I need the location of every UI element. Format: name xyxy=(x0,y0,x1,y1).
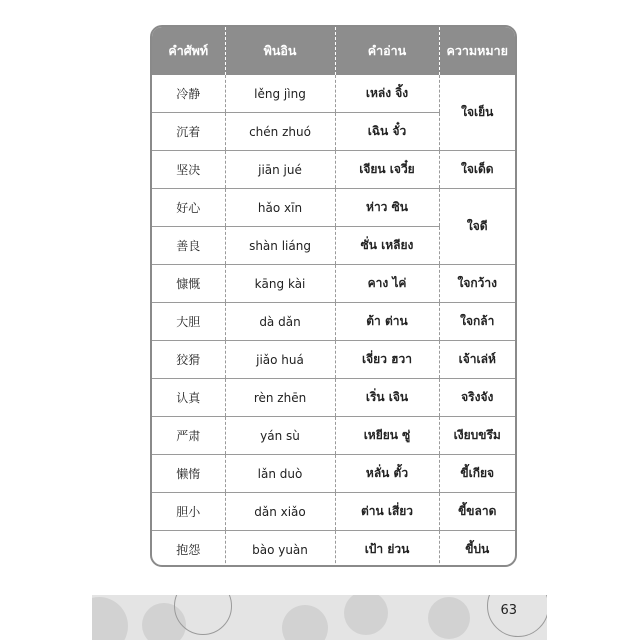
cell-word: 善良 xyxy=(152,227,225,265)
cell-pinyin: dǎn xiǎo xyxy=(225,493,335,531)
table-row xyxy=(152,303,515,341)
cell-meaning: ขี้บ่น xyxy=(439,531,515,568)
cell-meaning: เงียบขรึม xyxy=(439,417,515,455)
cell-word: 严肃 xyxy=(152,417,225,455)
vocabulary-table xyxy=(152,27,515,567)
cell-pinyin: bào yuàn xyxy=(225,531,335,568)
table-row xyxy=(152,189,515,227)
table-row xyxy=(152,455,515,493)
table-row xyxy=(152,75,515,113)
decorative-circle xyxy=(92,597,128,640)
cell-word: 冷静 xyxy=(176,87,201,101)
cell-word: 懒惰 xyxy=(152,455,225,493)
cell-word: 坚决 xyxy=(152,151,225,189)
cell-pinyin: shàn liáng xyxy=(225,227,335,265)
cell-meaning: ใจเด็ด xyxy=(439,151,515,189)
cell-meaning: ใจกว้าง xyxy=(439,265,515,303)
cell-reading: เริ่น เจิน xyxy=(335,379,439,417)
cell-reading: ห่าว ซิน xyxy=(335,189,439,227)
header-word: คำศัพท์ xyxy=(152,27,225,75)
cell-reading: เฉิน จั๋ว xyxy=(335,113,439,151)
cell-reading: ซั่น เหลียง xyxy=(335,227,439,265)
header-reading: คำอ่าน xyxy=(335,27,439,75)
page-number: 63 xyxy=(500,603,517,618)
cell-reading: ต้า ต่าน xyxy=(335,303,439,341)
cell-pinyin: lěng jìng xyxy=(225,75,335,113)
cell-word: 胆小 xyxy=(152,493,225,531)
header-row xyxy=(152,27,515,75)
table-row xyxy=(152,493,515,531)
cell-word: 大胆 xyxy=(152,303,225,341)
cell-reading: คาง ไค่ xyxy=(335,265,439,303)
cell-word: 沉着 xyxy=(152,113,225,151)
decorative-circle xyxy=(282,605,328,640)
cell-meaning: ขี้ขลาด xyxy=(439,493,515,531)
header-pinyin: พินอิน xyxy=(225,27,335,75)
vocabulary-table-card xyxy=(150,25,517,567)
table-row xyxy=(152,265,515,303)
cell-reading: เจียน เจวี๋ย xyxy=(335,151,439,189)
cell-pinyin: dà dǎn xyxy=(225,303,335,341)
cell-reading: เหล่ง จิ้ง xyxy=(335,75,439,113)
decorative-ring xyxy=(487,595,547,637)
cell-pinyin: yán sù xyxy=(225,417,335,455)
cell-pinyin: rèn zhēn xyxy=(225,379,335,417)
table-row xyxy=(152,531,515,568)
cell-reading: ต่าน เสี่ยว xyxy=(335,493,439,531)
cell-reading: หลั่น ตั้ว xyxy=(335,455,439,493)
decorative-circle xyxy=(344,595,388,635)
cell-meaning: ใจเย็น xyxy=(439,75,515,151)
table-row xyxy=(152,417,515,455)
cell-pinyin: hǎo xīn xyxy=(225,189,335,227)
table-row xyxy=(152,341,515,379)
cell-reading: เหยียน ซู่ xyxy=(335,417,439,455)
cell-meaning: ขี้เกียจ xyxy=(439,455,515,493)
table-row xyxy=(152,379,515,417)
cell-pinyin: lǎn duò xyxy=(225,455,335,493)
cell-word: 好心 xyxy=(152,189,225,227)
cell-pinyin: chén zhuó xyxy=(225,113,335,151)
cell-reading: เจี่ยว ฮวา xyxy=(335,341,439,379)
cell-reading: เป้า ย่วน xyxy=(335,531,439,568)
cell-meaning: เจ้าเล่ห์ xyxy=(439,341,515,379)
cell-word: 狡猾 xyxy=(152,341,225,379)
cell-word: 抱怨 xyxy=(152,531,225,568)
cell-pinyin: kāng kài xyxy=(225,265,335,303)
cell-pinyin: jiǎo huá xyxy=(225,341,335,379)
decorative-circle xyxy=(428,597,470,639)
cell-pinyin: jiān jué xyxy=(225,151,335,189)
cell-meaning: ใจกล้า xyxy=(439,303,515,341)
table-header xyxy=(152,27,515,75)
footer-band xyxy=(92,595,547,640)
header-meaning: ความหมาย xyxy=(439,27,515,75)
cell-meaning: จริงจัง xyxy=(439,379,515,417)
cell-word: 认真 xyxy=(152,379,225,417)
table-row xyxy=(152,151,515,189)
table-body xyxy=(152,75,515,567)
cell-meaning: ใจดี xyxy=(439,189,515,265)
cell-word: 慷慨 xyxy=(152,265,225,303)
